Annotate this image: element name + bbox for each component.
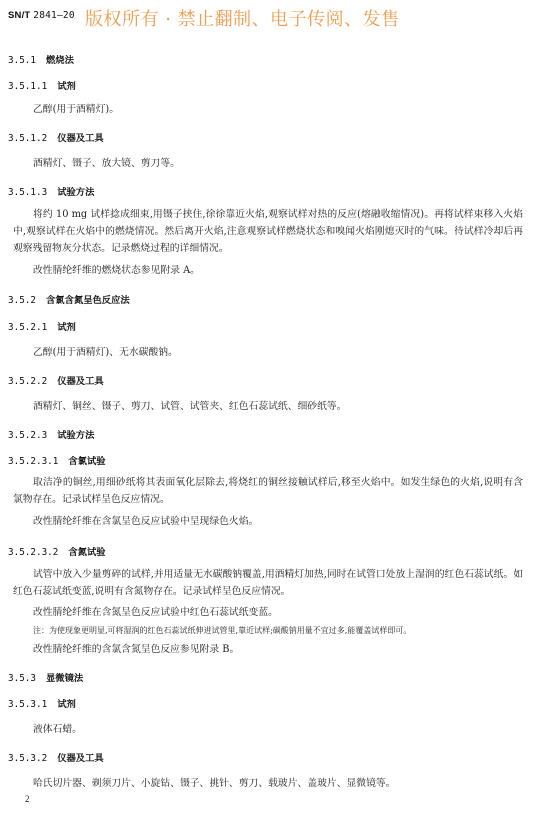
section-heading-3-5-2-3-1: 3.5.2.3.1 含氯试验 — [8, 456, 106, 467]
paragraph-burning-appendix: 改性腈纶纤维的燃烧状态参见附录 A。 — [33, 265, 200, 276]
page-number: 2 — [25, 794, 30, 804]
paragraph-chlorine-result: 改性腈纶纤维在含氯呈色反应试验中呈现绿色火焰。 — [33, 516, 259, 527]
section-heading-3-5-2-3: 3.5.2.3 试验方法 — [8, 430, 95, 441]
paragraph-instruments-3: 哈氏切片器、剃须刀片、小旋钻、镊子、挑针、剪刀、载玻片、盖玻片、显微镜等。 — [33, 778, 396, 789]
paragraph-nitrogen-appendix: 改性腈纶纤维的含氯含氮呈色反应参见附录 B。 — [33, 644, 240, 655]
standard-code-number: 2841—20 — [33, 10, 75, 21]
section-heading-3-5-2-2: 3.5.2.2 仪器及工具 — [8, 376, 104, 387]
paragraph-chlorine-test: 取洁净的铜丝,用细砂纸将其表面氧化层除去,将烧红的铜丝接触试样后,移至火焰中。如发生绿色的火焰,说明有含氯物存在。记录试样呈色反应情况。 — [13, 477, 523, 505]
section-heading-3-5-1: 3.5.1 燃烧法 — [8, 55, 74, 66]
paragraph-nitrogen-test: 试管中放入少量剪碎的试样,并用适量无水碳酸钠覆盖,用酒精灯加热,同时在试管口处放上湿润的红色石蕊试纸。如红色石蕊试纸变蓝,说明有含氮物存在。记录试样呈色反应情况。 — [13, 569, 523, 597]
section-heading-3-5-1-2: 3.5.1.2 仪器及工具 — [8, 133, 104, 144]
paragraph-instruments-2: 酒精灯、铜丝、镊子、剪刀、试管、试管夹、红色石蕊试纸、细砂纸等。 — [33, 401, 347, 412]
standard-code-prefix: SN/T — [8, 10, 31, 21]
paragraph-reagent-1: 乙醇(用于酒精灯)。 — [33, 104, 120, 115]
section-heading-3-5-2-3-2: 3.5.2.3.2 含氮试验 — [8, 547, 106, 558]
note-nitrogen-test: 注：为使现象更明显,可将湿润的红色石蕊试纸伸进试管里,靠近试样;碳酸钠用量不宜过多,能覆盖试样即可。 — [33, 626, 412, 635]
section-heading-3-5-1-1: 3.5.1.1 试剂 — [8, 81, 76, 92]
section-heading-3-5-3: 3.5.3 显微镜法 — [8, 673, 84, 684]
standard-code — [8, 10, 75, 21]
section-heading-3-5-3-1: 3.5.3.1 试剂 — [8, 699, 76, 710]
section-heading-3-5-2: 3.5.2 含氯含氮呈色反应法 — [8, 295, 130, 306]
paragraph-reagent-2: 乙醇(用于酒精灯)、无水碳酸钠。 — [33, 347, 178, 358]
copyright-watermark: 版权所有 · 禁止翻制、电子传阅、发售 — [85, 9, 400, 30]
paragraph-reagent-3: 液体石蜡。 — [33, 724, 82, 735]
section-heading-3-5-3-2: 3.5.3.2 仪器及工具 — [8, 753, 104, 764]
paragraph-instruments-1: 酒精灯、镊子、放大镜、剪刀等。 — [33, 158, 180, 169]
section-heading-3-5-1-3: 3.5.1.3 试验方法 — [8, 187, 95, 198]
section-heading-3-5-2-1: 3.5.2.1 试剂 — [8, 322, 76, 333]
paragraph-nitrogen-result: 改性腈纶纤维在含氮呈色反应试验中红色石蕊试纸变蓝。 — [33, 607, 278, 618]
paragraph-burning-method: 将约 10 mg 试样捻成细束,用镊子挟住,徐徐靠近火焰,观察试样对热的反应(熔融收缩情况)。再将试样束移入火焰中,观察试样在火焰中的燃烧情况。然后离开火焰,注意观察试样燃烧状态和嗅闻火焰刚熄灭时的气味。待试样冷却后再观察残留物灰分状态。记录燃烧过程的详细情况。 — [13, 209, 523, 254]
